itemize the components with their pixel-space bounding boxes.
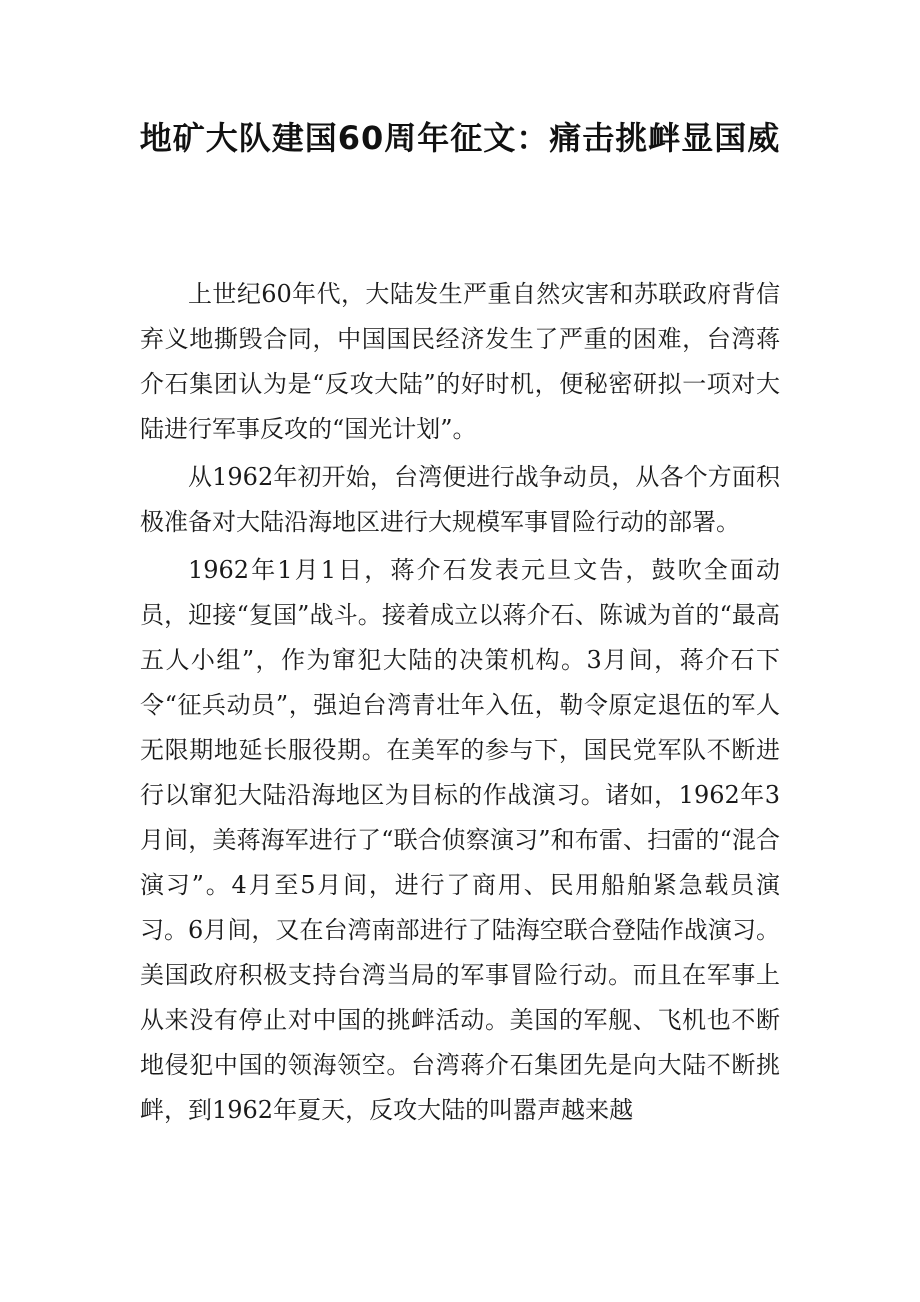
paragraph-2: 从1962年初开始，台湾便进行战争动员，从各个方面积极准备对大陆沿海地区进行大规模军事冒险行动的部署。 xyxy=(140,463,780,536)
paragraph-1: 上世纪60年代，大陆发生严重自然灾害和苏联政府背信弃义地撕毁合同，中国国民经济发生了严重的困难，台湾蒋介石集团认为是“反攻大陆”的好时机，便秘密研拟一项对大陆进行军事反攻的“国光计划”。 xyxy=(140,280,780,443)
paragraph-3: 1962年1月1日，蒋介石发表元旦文告，鼓吹全面动员，迎接“复国”战斗。接着成立以蒋介石、陈诚为首的“最高五人小组”，作为窜犯大陆的决策机构。3月间，蒋介石下令“征兵动员”，强迫台湾青壮年入伍，勒令原定退伍的军人无限期地延长服役期。在美军的参与下，国民党军队不断进行以窜犯大陆沿海地区为目标的作战演习。诸如，1962年3月间，美蒋海军进行了“联合侦察演习”和布雷、扫雷的“混合演习”。4月至5月间，进行了商用、民用船舶紧急载员演习。6月间，又在台湾南部进行了陆海空联合登陆作战演习。美国政府积极支持台湾当局的军事冒险行动。而且在军事上从来没有停止对中国的挑衅活动。美国的军舰、飞机也不断地侵犯中国的领海领空。台湾蒋介石集团先是向大陆不断挑衅，到1962年夏天，反攻大陆的叫嚣声越来越 xyxy=(140,556,780,1124)
document-title: 地矿大队建国60周年征文：痛击挑衅显国威 xyxy=(139,119,781,157)
document-body xyxy=(140,272,780,1136)
